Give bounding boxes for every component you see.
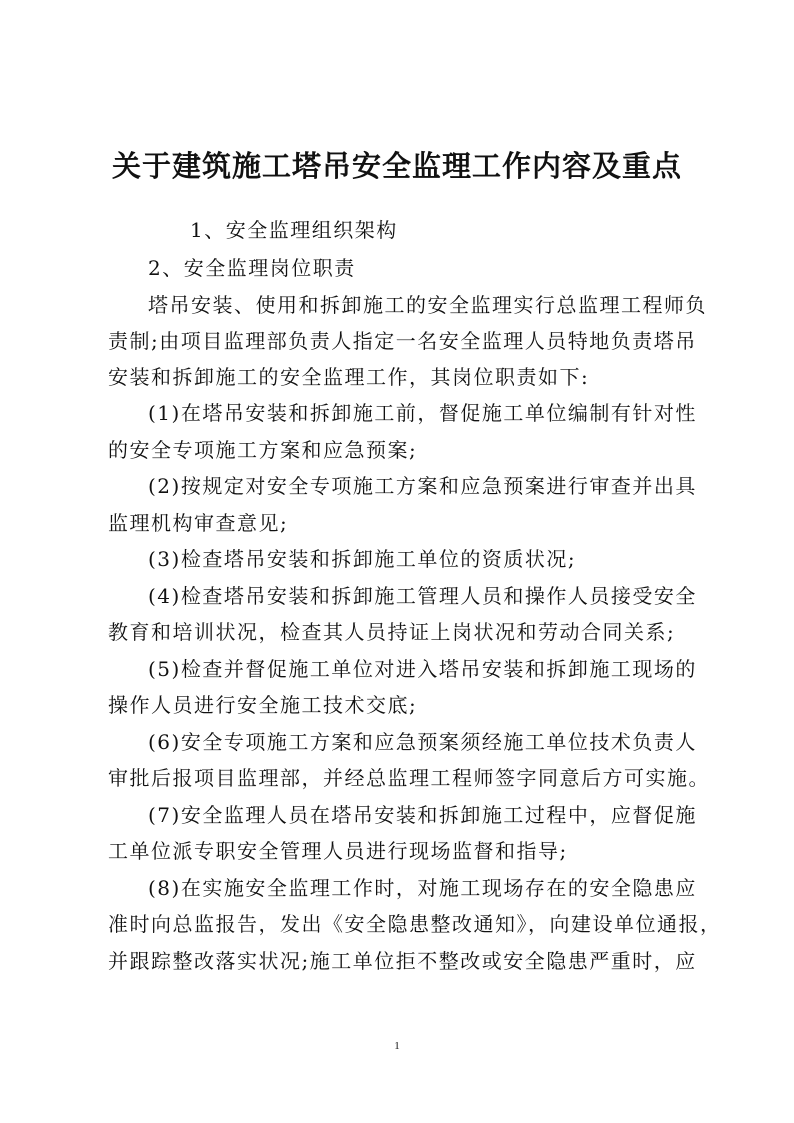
document-title: 关于建筑施工塔吊安全监理工作内容及重点: [111, 149, 682, 183]
body-line: 的安全专项施工方案和应急预案;: [108, 438, 418, 462]
body-line: 责制;由项目监理部负责人指定一名安全监理人员特地负责塔吊: [108, 329, 697, 353]
body-line: 塔吊安装、使用和拆卸施工的安全监理实行总监理工程师负: [148, 293, 707, 317]
body-line: 操作人员进行安全施工技术交底;: [108, 693, 418, 717]
body-line: (3)检查塔吊安装和拆卸施工单位的资质状况;: [148, 547, 577, 571]
body-line: 审批后报项目监理部，并经总监理工程师签字同意后方可实施。: [108, 766, 710, 790]
body-line: 教育和培训状况，检查其人员持证上岗状况和劳动合同关系;: [108, 620, 676, 644]
body-line: (8)在实施安全监理工作时，对施工现场存在的安全隐患应: [148, 876, 697, 900]
body-line: 并跟踪整改落实状况;施工单位拒不整改或安全隐患严重时，应: [108, 949, 697, 973]
body-line: (7)安全监理人员在塔吊安装和拆卸施工过程中，应督促施: [148, 803, 697, 827]
page-number: 1: [394, 1040, 400, 1052]
body-line: (4)检查塔吊安装和拆卸施工管理人员和操作人员接受安全: [148, 584, 697, 608]
section-heading-1: 1、安全监理组织架构: [190, 218, 398, 242]
body-line: 安装和拆卸施工的安全监理工作，其岗位职责如下:: [108, 365, 590, 389]
body-line: 准时向总监报告，发出《安全隐患整改通知》，向建设单位通报，: [108, 912, 722, 936]
body-line: (6)安全专项施工方案和应急预案须经施工单位技术负责人: [148, 730, 697, 754]
body-line: 工单位派专职安全管理人员进行现场监督和指导;: [108, 839, 568, 863]
body-line: (2)按规定对安全专项施工方案和应急预案进行审查并出具: [148, 474, 697, 498]
body-line: 监理机构审查意见;: [108, 511, 289, 535]
body-line: (5)检查并督促施工单位对进入塔吊安装和拆卸施工现场的: [148, 657, 697, 681]
body-line: (1)在塔吊安装和拆卸施工前，督促施工单位编制有针对性: [148, 401, 697, 425]
section-heading-2: 2、安全监理岗位职责: [148, 256, 356, 280]
